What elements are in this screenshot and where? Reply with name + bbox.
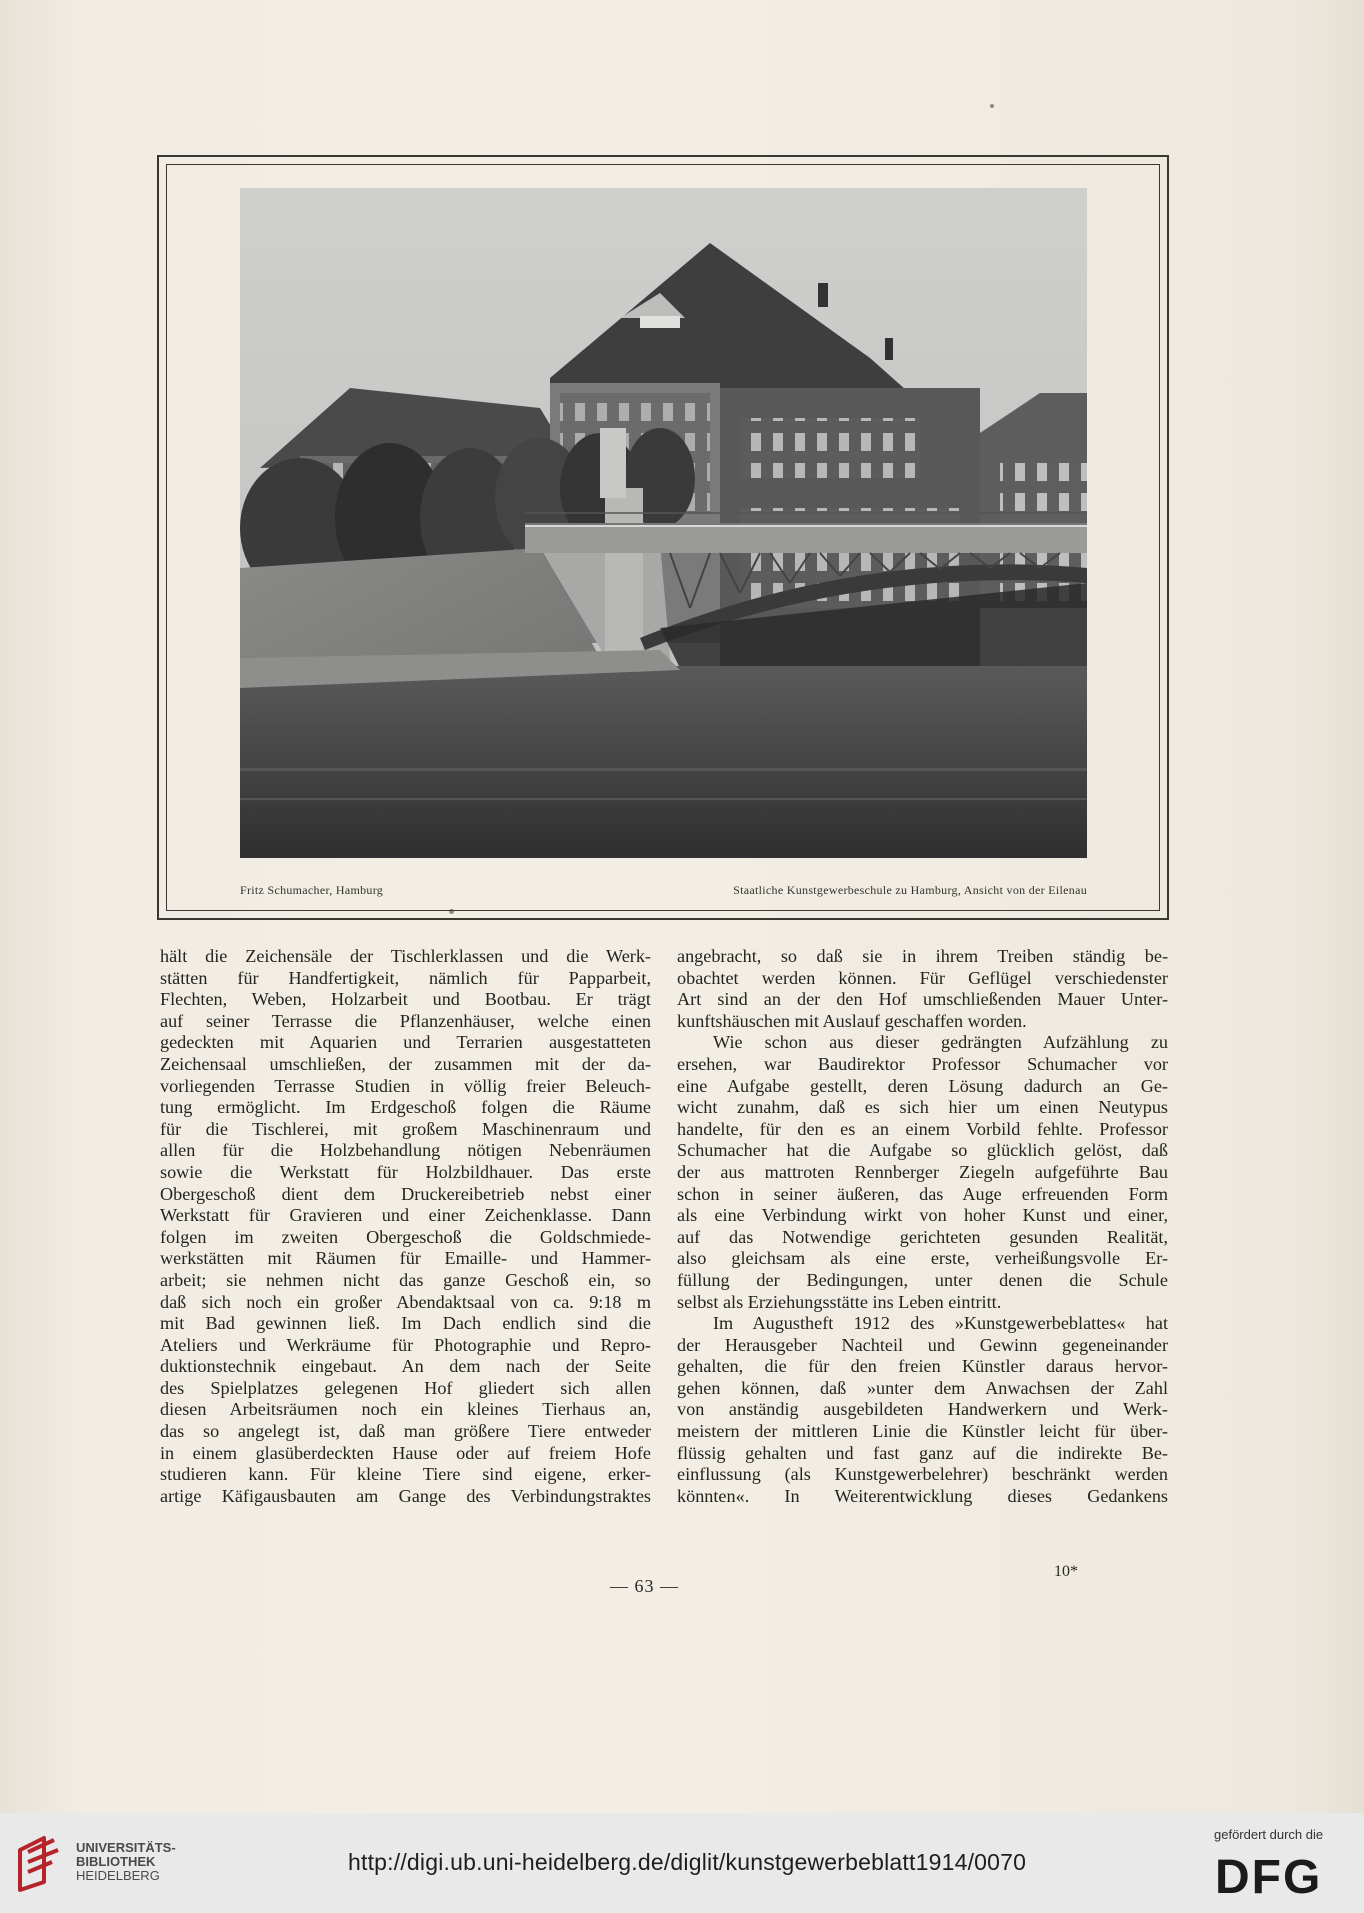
figure-caption-title: Staatliche Kunstgewerbeschule zu Hamburg, Ansicht von der Eilenau (733, 883, 1087, 897)
text-line: duktionstechnik eingebaut. An dem nach der Seite (160, 1356, 651, 1377)
text-line: das so angelegt ist, daß man größere Tiere entweder (160, 1421, 651, 1442)
text-line: flüssig gehalten und fast ganz auf die indirekte Be- (677, 1442, 1168, 1463)
text-line: Flechten, Weben, Holzarbeit und Bootbau. Er trägt (160, 989, 651, 1010)
text-line: gehen können, daß »unter dem Anwachsen der Zahl (677, 1377, 1168, 1398)
source-url[interactable]: http://digi.ub.uni-heidelberg.de/diglit/kunstgewerbeblatt1914/0070 (348, 1849, 1027, 1875)
text-column-right (677, 946, 1168, 1507)
text-line: kunftshäuschen mit Auslauf geschaffen worden. (677, 1010, 1027, 1031)
funding-label: gefördert durch die (1214, 1827, 1324, 1842)
text-line: für die Tischlerei, mit großem Maschinenraum und (160, 1118, 651, 1139)
text-line: Im Augustheft 1912 des »Kunstgewerbeblattes« hat (713, 1313, 1168, 1334)
text-line: als eine Verbindung wirkt von hoher Kunst und einer, (677, 1205, 1168, 1226)
text-line: des Spielplatzes gelegenen Hof gliedert sich allen (160, 1377, 651, 1398)
figure-caption-author: Fritz Schumacher, Hamburg (240, 883, 384, 897)
text-line: tung ermöglicht. Im Erdgeschoß folgen die Räume (160, 1097, 651, 1118)
text-line: der aus mattroten Rennberger Ziegeln aufgeführte Bau (677, 1161, 1168, 1182)
library-name: UNIVERSITÄTS- BIBLIOTHEK HEIDELBERG (76, 1840, 176, 1883)
signature-mark: 10* (1054, 1563, 1078, 1580)
text-line: einflussung (als Kunstgewerbelehrer) beschränkt werden (677, 1464, 1168, 1485)
text-line: der Herausgeber Nachteil und Gewinn gegeneinander (677, 1334, 1168, 1355)
text-line: handelte, für den es an einem Vorbild fehlte. Professor (677, 1118, 1168, 1139)
text-line: obachtet werden können. Für Geflügel verschiedenster (677, 967, 1168, 988)
text-line: angebracht, so daß sie in ihrem Treiben ständig be- (677, 946, 1168, 966)
text-line: vorliegenden Terrasse Studien in völlig freier Beleuch- (160, 1075, 651, 1096)
text-line: werkstätten mit Räumen für Emaille- und Hammer- (160, 1248, 651, 1269)
text-line: auf das Notwendige gerichteten gesunden Realität, (677, 1226, 1168, 1247)
text-line: hält die Zeichensäle der Tischlerklassen und die Werk- (160, 946, 651, 966)
text-line: folgen im zweiten Obergeschoß die Goldschmiede- (160, 1226, 651, 1247)
digitization-footer (0, 1813, 1364, 1913)
text-line: artige Käfigausbauten am Gange des Verbindungstraktes (160, 1485, 651, 1506)
text-line: stätten für Handfertigkeit, nämlich für Papparbeit, (160, 967, 651, 988)
text-line: meistern der mittleren Linie die Künstler leicht für über- (677, 1421, 1168, 1442)
text-line: arbeit; sie nehmen nicht das ganze Geschoß ein, so (160, 1269, 651, 1290)
text-line: in einem glasüberdeckten Hause oder auf freiem Hofe (160, 1442, 651, 1463)
text-line: Werkstatt für Gravieren und einer Zeichenklasse. Dann (160, 1205, 651, 1226)
text-line: daß sich noch ein großer Abendaktsaal von ca. 9:18 m (160, 1291, 651, 1312)
text-line: selbst als Erziehungsstätte ins Leben eintritt. (677, 1291, 1002, 1312)
text-line: sowie die Werkstatt für Holzbildhauer. Das erste (160, 1161, 651, 1182)
text-line: Wie schon aus dieser gedrängten Aufzählung zu (713, 1032, 1168, 1053)
text-line: allen für die Holzbehandlung nötigen Nebenräumen (160, 1140, 651, 1161)
text-line: könnten«. In Weiterentwicklung dieses Gedankens (677, 1485, 1168, 1506)
text-line: also gleichsam als eine erste, verheißungsvolle Er- (677, 1248, 1168, 1269)
text-line: auf seiner Terrasse die Pflanzenhäuser, welche einen (160, 1010, 651, 1031)
text-line: Art sind an der den Hof umschließenden Mauer Unter- (677, 989, 1168, 1010)
svg-text:DFG: DFG (1215, 1853, 1323, 1899)
library-logo-icon (14, 1830, 66, 1894)
text-line: diesen Arbeitsräumen noch ein kleines Tierhaus an, (160, 1399, 651, 1420)
text-line: ersehen, war Baudirektor Professor Schumacher vor (677, 1053, 1168, 1074)
text-line: gehalten, die für den freien Künstler daraus hervor- (677, 1356, 1168, 1377)
text-line: wicht zunahm, daß es sich hier um einen Neutypus (677, 1097, 1168, 1118)
page-number: — 63 — (610, 1576, 679, 1596)
text-line: Schumacher hat die Aufgabe so glücklich gelöst, daß (677, 1140, 1168, 1161)
text-line: studieren kann. Für kleine Tiere sind eigene, erker- (160, 1464, 651, 1485)
text-line: gedeckten mit Aquarien und Terrarien ausgestatteten (160, 1032, 651, 1053)
text-line: füllung der Bedingungen, unter denen die Schule (677, 1269, 1168, 1290)
text-line: Ateliers und Werkräume für Photographie und Repro- (160, 1334, 651, 1355)
text-column-left (160, 946, 651, 1507)
text-line: schon in seiner äußeren, das Auge erfreuenden Form (677, 1183, 1168, 1204)
speck (990, 104, 994, 108)
text-line: mit Bad gewinnen ließ. Im Dach endlich sind die (160, 1313, 651, 1334)
dfg-logo (1215, 1853, 1345, 1899)
building-photo (240, 188, 1087, 858)
text-line: Obergeschoß dient dem Druckereibetrieb nebst einer (160, 1183, 651, 1204)
text-line: von anständig ausgebildeten Handwerkern und Werk- (677, 1399, 1168, 1420)
text-line: eine Aufgabe gestellt, deren Lösung dadurch an Ge- (677, 1075, 1168, 1096)
text-line: Zeichensaal umschließen, der zusammen mit der da- (160, 1053, 651, 1074)
